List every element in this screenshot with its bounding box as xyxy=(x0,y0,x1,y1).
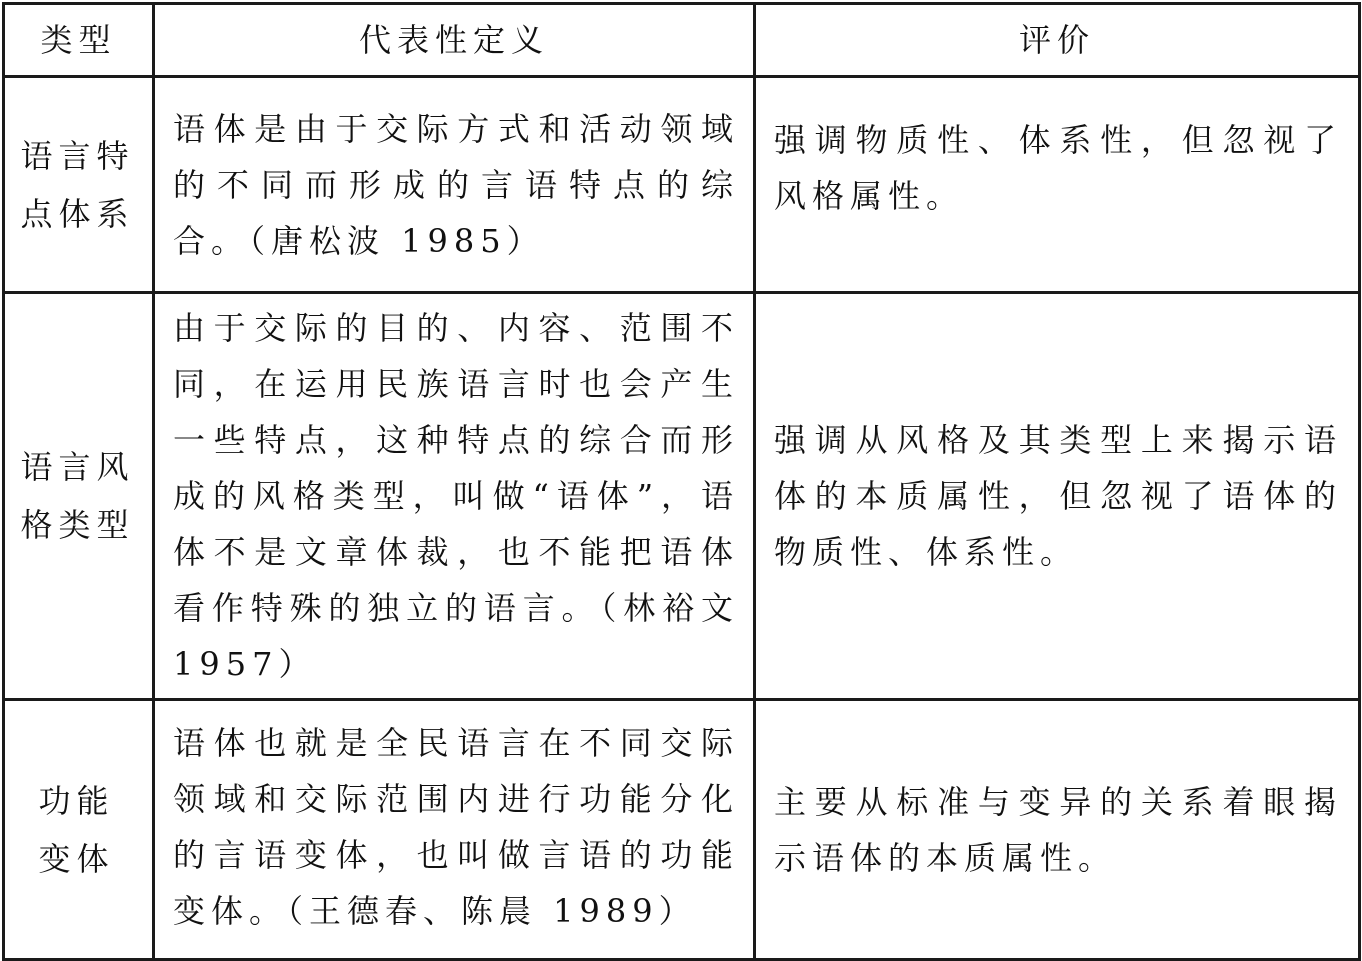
type-text: 功能变体 xyxy=(38,781,115,878)
cell-evaluation: 强调物质性、体系性，但忽视了风格属性。 xyxy=(755,77,1360,293)
table-header xyxy=(4,4,1360,77)
definitions-table-container xyxy=(2,2,1361,961)
type-text: 语言风格类型 xyxy=(20,448,135,544)
cell-evaluation: 强调从风格及其类型上来揭示语体的本质属性，但忽视了语体的物质性、体系性。 xyxy=(755,293,1360,700)
type-text: 语言特点体系 xyxy=(20,136,135,233)
cell-evaluation: 主要从标准与变异的关系着眼揭示语体的本质属性。 xyxy=(755,700,1360,960)
cell-definition: 语体也就是全民语言在不同交际领域和交际范围内进行功能分化的言语变体，也叫做言语的功能变体。（王德春、陈晨 1989） xyxy=(154,700,755,960)
cell-type xyxy=(4,700,154,960)
header-definition: 代表性定义 xyxy=(154,4,755,77)
table-row xyxy=(4,700,1360,960)
table-row xyxy=(4,293,1360,700)
cell-type xyxy=(4,77,154,293)
header-evaluation: 评价 xyxy=(755,4,1360,77)
table-row xyxy=(4,77,1360,293)
definitions-table xyxy=(2,2,1361,961)
header-type: 类型 xyxy=(4,4,154,77)
cell-type xyxy=(4,293,154,700)
cell-definition: 语体是由于交际方式和活动领域的不同而形成的言语特点的综合。（唐松波 1985） xyxy=(154,77,755,293)
table-body xyxy=(4,77,1360,960)
header-row xyxy=(4,4,1360,77)
cell-definition: 由于交际的目的、内容、范围不同，在运用民族语言时也会产生一些特点，这种特点的综合而形成的风格类型，叫做“语体”，语体不是文章体裁，也不能把语体看作特殊的独立的语言。（林裕文 1957） xyxy=(154,293,755,700)
